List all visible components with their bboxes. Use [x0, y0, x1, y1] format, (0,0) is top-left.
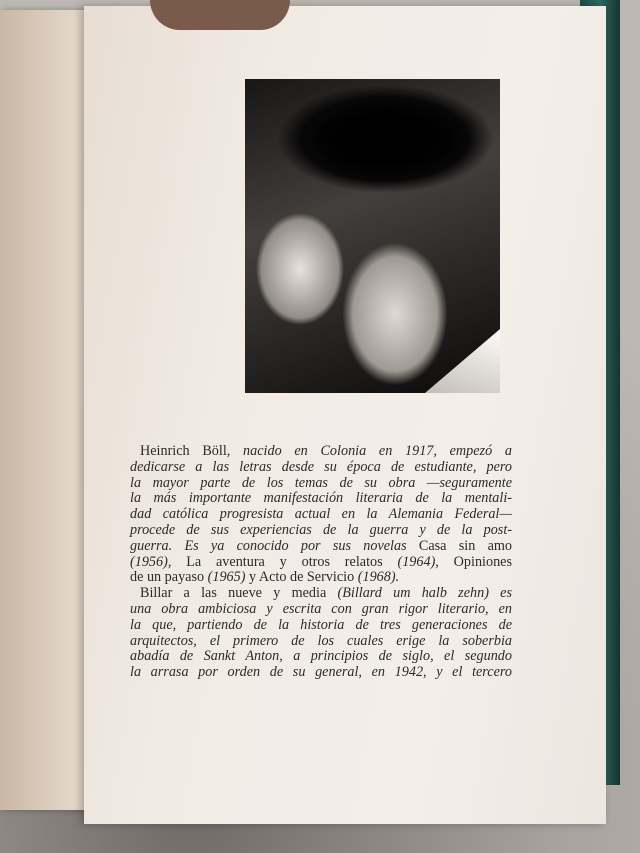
text-segment: (1968).: [357, 569, 400, 586]
text-segment: (1956): [130, 553, 168, 570]
text-line: [130, 602, 512, 618]
text-segment: nacido en Colonia en 1917, empezó a: [243, 443, 512, 459]
text-segment: la más importante manifestación literaria de la mentali-: [130, 490, 512, 507]
text-line: [130, 507, 512, 523]
text-segment: Billar a las nueve y media: [140, 585, 338, 602]
text-line: [130, 586, 512, 602]
finger: [150, 0, 290, 30]
text-segment: , La aventura y otros relatos: [167, 553, 398, 570]
shirt-collar: [425, 329, 500, 393]
text-segment: arquitectos, el primero de los cuales erige la soberbia: [130, 632, 512, 649]
text-segment: , Opiniones: [435, 553, 512, 570]
text-line: [130, 523, 512, 539]
text-segment: (1965): [207, 569, 246, 586]
biography-text: [130, 444, 512, 681]
text-line: [130, 618, 512, 634]
text-segment: Heinrich Böll,: [140, 443, 244, 459]
author-portrait-photo: [245, 79, 500, 393]
text-segment: y Acto de Servicio: [245, 569, 358, 586]
text-segment: dedicarse a las letras desde su época de estudiante, pero: [130, 458, 512, 475]
text-segment: (1964): [397, 553, 436, 570]
text-line: [130, 476, 512, 492]
text-segment: guerra. Es ya conocido por sus novelas: [130, 537, 419, 554]
text-line: [130, 460, 512, 476]
text-segment: dad católica progresista actual en la Alemania Federal—: [130, 506, 512, 523]
text-line: [130, 555, 512, 571]
text-segment: una obra ambiciosa y escrita con gran rigor literario, en: [130, 600, 512, 617]
text-segment: de un payaso: [130, 569, 208, 586]
text-segment: procede de sus experiencias de la guerra y de la post-: [130, 521, 512, 538]
text-line: [130, 570, 512, 586]
text-segment: la arrasa por orden de su general, en 1942, y el tercero: [130, 664, 512, 681]
text-segment: Casa sin amo: [418, 537, 513, 554]
text-line: [130, 444, 512, 460]
text-segment: (Billard um halb zehn) es: [337, 585, 512, 602]
text-segment: la mayor parte de los temas de su obra —seguramente: [130, 474, 512, 491]
text-line: [130, 539, 512, 555]
text-line: [130, 649, 512, 665]
text-segment: la que, partiendo de la historia de tres generaciones de: [130, 616, 512, 633]
text-line: [130, 491, 512, 507]
text-segment: abadía de Sankt Anton, a principios de siglo, el segundo: [130, 648, 512, 665]
text-line: [130, 665, 512, 681]
text-line: [130, 634, 512, 650]
